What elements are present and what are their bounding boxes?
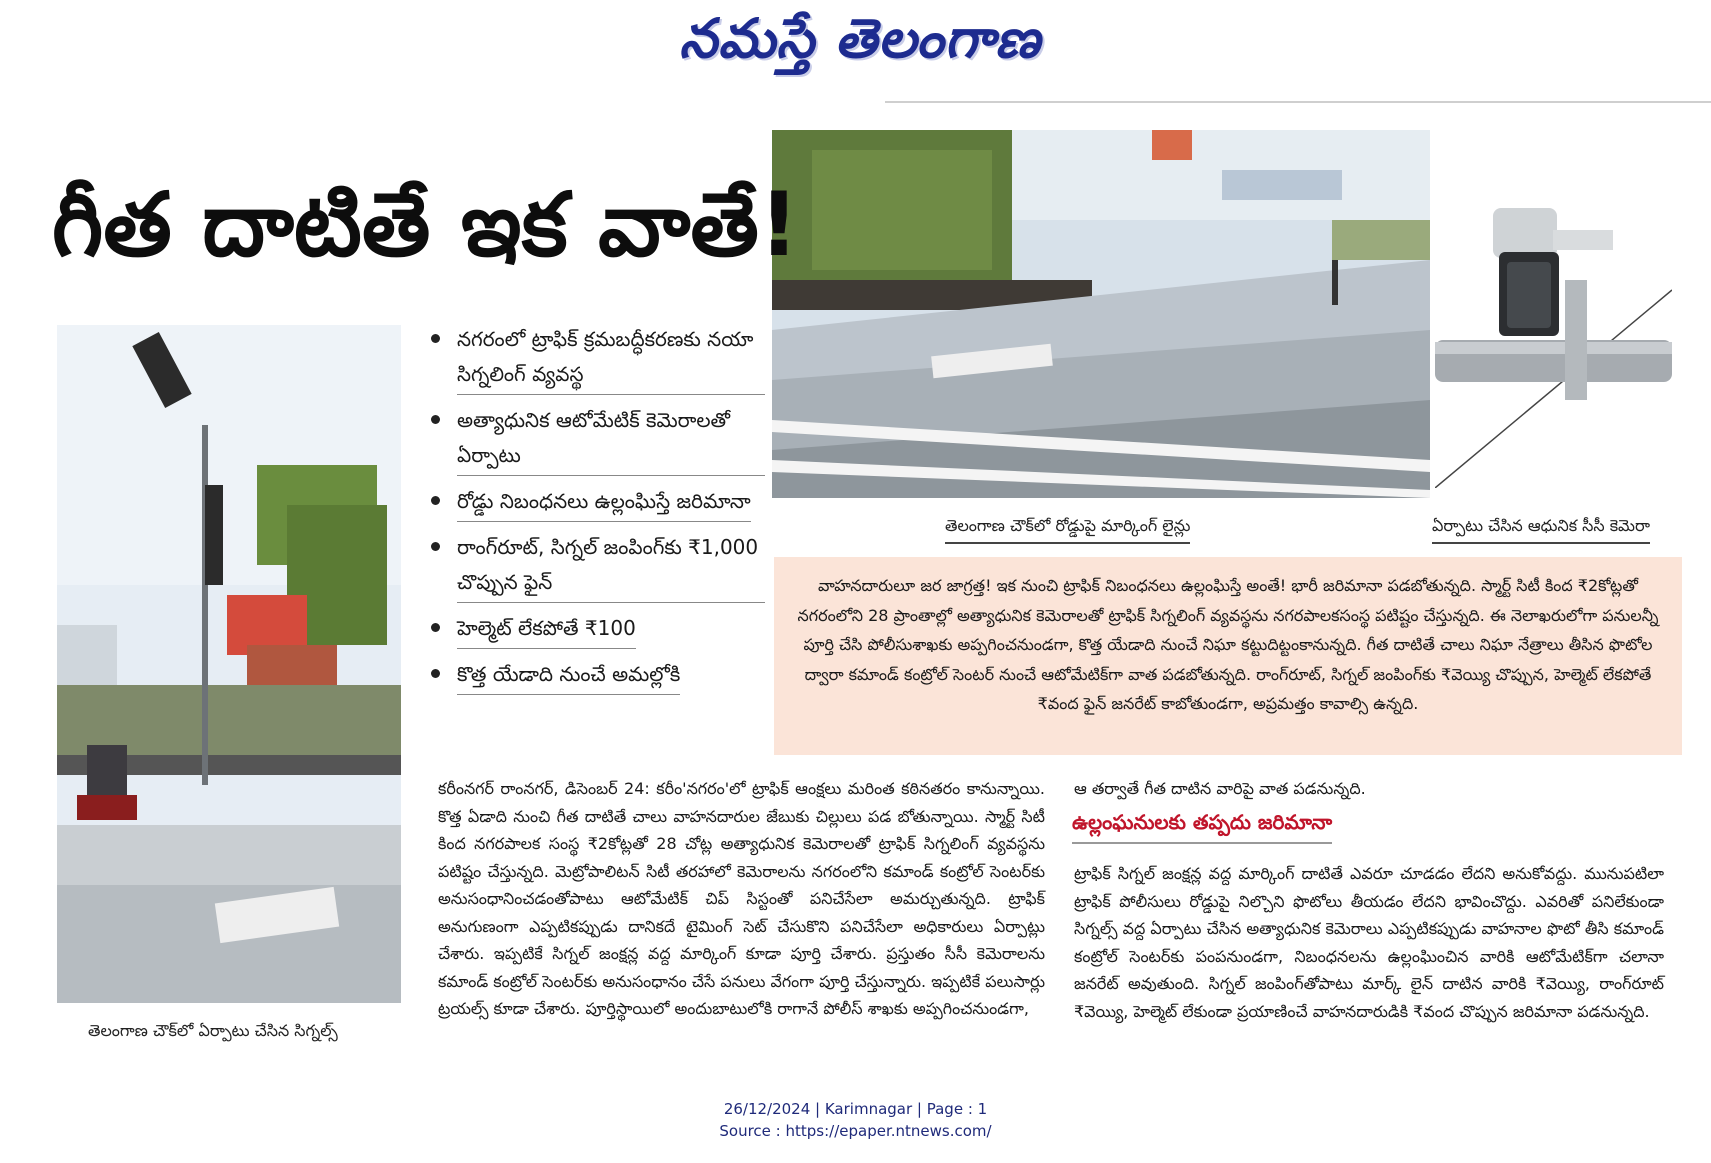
- article-subheading: ఉల్లంఘనులకు తప్పదు జరిమానా: [1072, 810, 1332, 844]
- highlight-item: అత్యాధునిక ఆటోమేటిక్ కెమెరాలతో ఏర్పాటు: [425, 403, 765, 476]
- bullet-icon: [431, 542, 440, 551]
- traffic-signal-photo: [57, 325, 401, 1003]
- page-footer: [0, 1098, 1711, 1142]
- signal-photo-caption: తెలంగాణ చౌక్‌లో ఏర్పాటు చేసిన సిగ్నల్స్: [88, 1021, 338, 1040]
- highlight-item: రోడ్డు నిబంధనలు ఉల్లంఘిస్తే జరిమానా: [425, 484, 765, 522]
- article-body-left: కరీంనగర్ రాంనగర్, డిసెంబర్ 24: కరీం'నగరం'లో ట్రాఫిక్ ఆంక్షలు మరింత కఠినతరం కానున్నాయి. కొత్త ఏడాది నుంచి గీత దాటితే చాలు వాహనదారుల జేబుకు చిల్లులు పడ బోతున్నాయి. స్మార్ట్ సిటీ కింద నగరపాలక సంస్థ ₹2కోట్లతో 28 చోట్ల అత్యాధునిక కెమెరాలతో ట్రాఫిక్ సిగ్నలింగ్ వ్యవస్థను పటిష్టం చేస్తున్నది. మెట్రోపాలిటన్ సిటీ తరహాలో కెమెరాలను నగరంలోని కమాండ్ కంట్రోల్ సెంటర్‌కు అనుసంధానించడంతోపాటు ఆటోమేటిక్ చిప్ సిస్టంతో పనిచేసేలా అమర్చుతున్నది. ట్రాఫిక్ అనుగుణంగా ఎప్పటికప్పుడు దానికదే టైమింగ్ సెట్ చేసుకొని పనిచేసేలా అధికారులు ఏర్పాట్లు చేశారు. ఇప్పటికే సిగ్నల్ జంక్షన్ల వద్ద మార్కింగ్ కూడా పూర్తి చేశారు. ప్రస్తుతం సీసీ కెమెరాలను కమాండ్ కంట్రోల్ సెంటర్‌కు అనుసంధానం చేసే పనులు వేగంగా పూర్తి చేస్తున్నారు. ఇప్పటికే పలుసార్లు ట్రయల్స్ కూడా చేశారు. పూర్తిస్థాయిలో అందుబాటులోకి రాగానే పోలీస్ శాఖకు అప్పగించనుండగా,: [438, 779, 1045, 1018]
- highlight-item: కొత్త యేడాది నుంచే అమల్లోకి: [425, 657, 765, 695]
- bullet-icon: [431, 496, 440, 505]
- cctv-camera-photo: [1435, 190, 1672, 488]
- bullet-icon: [431, 415, 440, 424]
- article-body-right: ట్రాఫిక్ సిగ్నల్ జంక్షన్ల వద్ద మార్కింగ్ దాటితే ఎవరూ చూడడం లేదని అనుకోవద్దు. మునుపటిలా ట్రాఫిక్ పోలీసులు రోడ్డుపై నిల్చొని ఫొటోలు తీయడం లేదని భావించొద్దు. ఎవరితో పనిలేకుండా సిగ్నల్స్ వద్ద ఏర్పాటు చేసిన అత్యాధునిక కెమెరాలు ఎప్పటికప్పుడు వాహనాల ఫొటో తీసి కమాండ్ కంట్రోల్ సెంటర్‌కు పంపనుండగా, నిబంధనలను ఉల్లంఘించిన వారికి ఆటోమేటిక్‌గా చలానా జనరేట్ అవుతుంది. సిగ్నల్ జంపింగ్‌తోపాటు మార్క్ లైన్ దాటిన వారికి ₹వెయ్యి, రాంగ్‌రూట్ ₹వెయ్యి, హెల్మెట్ లేకుండా ప్రయాణించే వాహనదారుడికి ₹వంద చొప్పున జరిమానా పడనున్నది.: [1074, 864, 1664, 1021]
- bullet-icon: [431, 623, 440, 632]
- bullet-icon: [431, 669, 440, 678]
- highlight-item: రాంగ్‌రూట్, సిగ్నల్ జంపింగ్‌కు ₹1,000 చొప్పున ఫైన్: [425, 530, 765, 603]
- header-rule: [885, 101, 1711, 103]
- footer-date-edition: 26/12/2024 | Karimnagar | Page : 1: [723, 1100, 988, 1118]
- masthead-logo: నమస్తే తెలంగాణ: [679, 6, 1041, 70]
- headline: గీత దాటితే ఇక వాతే!: [52, 173, 799, 276]
- highlight-item: నగరంలో ట్రాఫిక్ క్రమబద్ధీకరణకు నయా సిగ్నలింగ్ వ్యవస్థ: [425, 322, 765, 395]
- bullet-icon: [431, 334, 440, 343]
- highlight-item: హెల్మెట్ లేకపోతే ₹100: [425, 611, 765, 649]
- footer-source: Source : https://epaper.ntnews.com/: [719, 1122, 992, 1140]
- highlights-list: [425, 322, 765, 703]
- article-body-continuation: ఆ తర్వాతే గీత దాటిన వారిపై వాత పడనున్నది.: [1074, 779, 1366, 798]
- intro-box: వాహనదారులూ జర జాగ్రత్త! ఇక నుంచి ట్రాఫిక్ నిబంధనలు ఉల్లంఘిస్తే అంతే! భారీ జరిమానా పడబోతున్నది. స్మార్ట్ సిటీ కింద ₹2కోట్లతో నగరంలోని 28 ప్రాంతాల్లో అత్యాధునిక కెమెరాలతో ట్రాఫిక్ సిగ్నలింగ్ వ్యవస్థను నగరపాలకసంస్థ పటిష్టం చేస్తున్నది. ఈ నెలాఖరులోగా పనులన్నీ పూర్తి చేసి పోలీసుశాఖకు అప్పగించనుండగా, కొత్త యేడాది నుంచే నిఘా కట్టుదిట్టంకానున్నది. గీత దాటితే చాలు నిఘా నేత్రాలు తీసిన ఫొటోల ద్వారా కమాండ్ కంట్రోల్ సెంటర్ నుంచే ఆటోమేటిక్‌గా వాత పడబోతున్నది. రాంగ్‌రూట్, సిగ్నల్ జంపింగ్‌కు ₹వెయ్యి చొప్పున, హెల్మెట్ లేకపోతే ₹వంద ఫైన్ జనరేట్ కాబోతుండగా, అప్రమత్తం కావాల్సి ఉన్నది.: [774, 557, 1682, 755]
- road-photo-caption: తెలంగాణ చౌక్‌లో రోడ్డుపై మార్కింగ్ లైన్లు: [945, 516, 1190, 544]
- camera-photo-caption: ఏర్పాటు చేసిన ఆధునిక సీసీ కెమెరా: [1432, 516, 1650, 544]
